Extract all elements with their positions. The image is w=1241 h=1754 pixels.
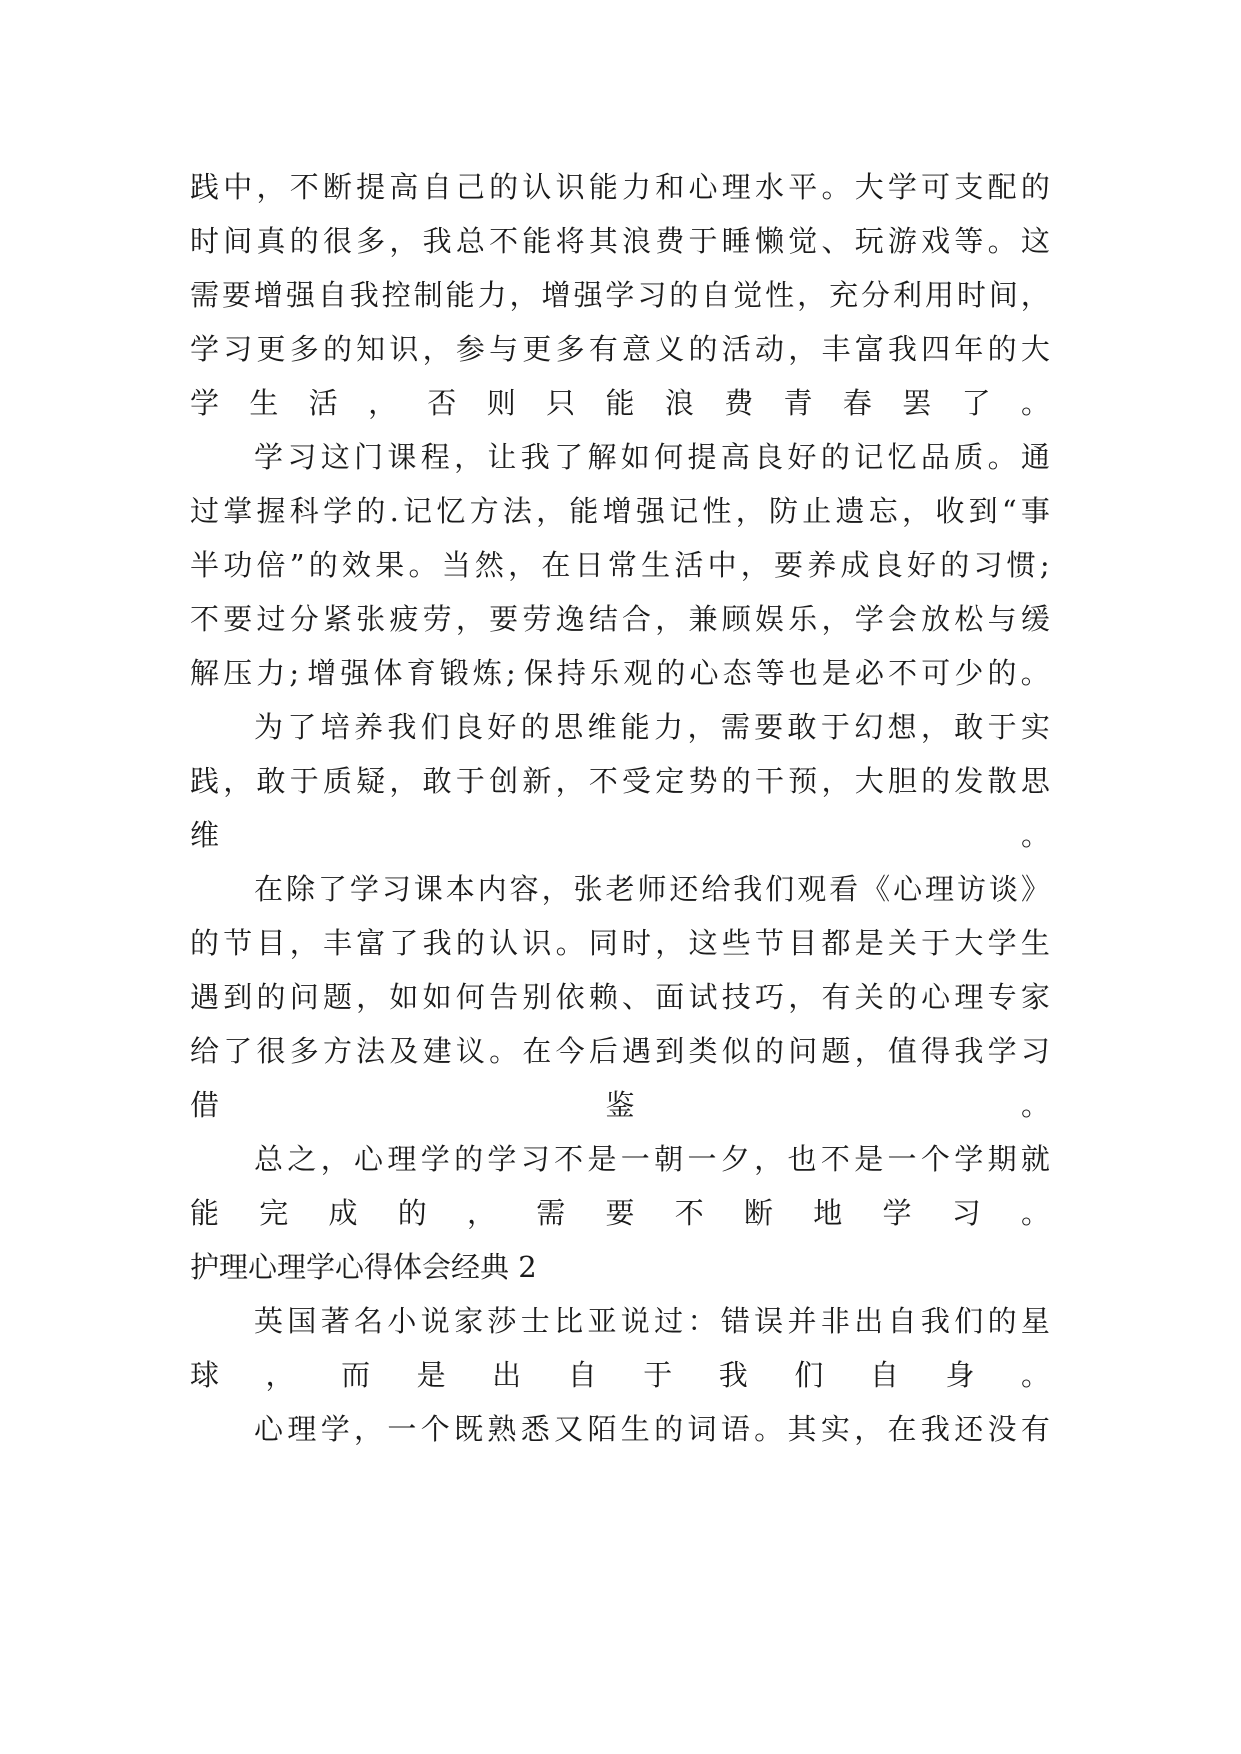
text-line: 心 理 学 ， 一 个 既 熟 悉 又 陌 生 的 词 语 。 其 实 ， 在 我 还 没 有 [254, 1412, 1050, 1446]
text-line: 学 习 更 多 的 知 识 ， 参 与 更 多 有 意 义 的 活 动 ， 丰 富 我 四 年 的 大 [190, 332, 1050, 366]
paragraph-5 [190, 1132, 1050, 1240]
text-line: 维。 [190, 818, 1050, 852]
text-line: 不 要 过 分 紧 张 疲 劳 ， 要 劳 逸 结 合 ， 兼 顾 娱 乐 ， 学 会 放 松 与 缓 [190, 602, 1050, 636]
text-line: 英 国 著 名 小 说 家 莎 士 比 亚 说 过 ： 错 误 并 非 出 自 我 们 的 星 [254, 1304, 1050, 1338]
text-line: 半 功 倍 ” 的 效 果 。 当 然 ， 在 日 常 生 活 中 ， 要 养 成 良 好 的 习 惯 ; [190, 548, 1050, 582]
text-line: 解 压 力 ; 增 强 体 育 锻 炼 ; 保 持 乐 观 的 心 态 等 也 是 必 不 可 少 的 。 [190, 656, 1050, 690]
paragraph-7 [190, 1402, 1050, 1456]
text-line: 在 除 了 学 习 课 本 内 容 ， 张 老 师 还 给 我 们 观 看 《 心 理 访 谈 》 [254, 872, 1050, 906]
text-line: 时 间 真 的 很 多 ， 我 总 不 能 将 其 浪 费 于 睡 懒 觉 、 玩 游 戏 等 。 这 [190, 224, 1050, 258]
document-body [190, 160, 1050, 1456]
text-line: 践 中 ， 不 断 提 高 自 己 的 认 识 能 力 和 心 理 水 平 。 大 学 可 支 配 的 [190, 170, 1050, 204]
paragraph-4 [190, 862, 1050, 1132]
text-line: 为 了 培 养 我 们 良 好 的 思 维 能 力 ， 需 要 敢 于 幻 想 ， 敢 于 实 [254, 710, 1050, 744]
text-line: 球，而是出自于我们自身。 [190, 1358, 1050, 1392]
section-heading: 护理心理学心得体会经典 2 [190, 1250, 537, 1284]
text-line: 践 ， 敢 于 质 疑 ， 敢 于 创 新 ， 不 受 定 势 的 干 预 ， 大 胆 的 发 散 思 [190, 764, 1050, 798]
text-line: 给 了 很 多 方 法 及 建 议 。 在 今 后 遇 到 类 似 的 问 题 ， 值 得 我 学 习 [190, 1034, 1050, 1068]
paragraph-1 [190, 160, 1050, 430]
text-line: 过 掌 握 科 学 的 . 记 忆 方 法 ， 能 增 强 记 性 ， 防 止 遗 忘 ， 收 到 “ 事 [190, 494, 1050, 528]
text-line: 学生活，否则只能浪费青春罢了。 [190, 386, 1050, 420]
text-line: 遇 到 的 问 题 ， 如 如 何 告 别 依 赖 、 面 试 技 巧 ， 有 关 的 心 理 专 家 [190, 980, 1050, 1014]
text-line: 总 之 ， 心 理 学 的 学 习 不 是 一 朝 一 夕 ， 也 不 是 一 个 学 期 就 [254, 1142, 1050, 1176]
text-line: 借鉴。 [190, 1088, 1050, 1122]
text-line: 需 要 增 强 自 我 控 制 能 力 ， 增 强 学 习 的 自 觉 性 ， 充 分 利 用 时 间 ， [190, 278, 1050, 312]
paragraph-6 [190, 1294, 1050, 1402]
text-line: 能完成的，需要不断地学习。 [190, 1196, 1050, 1230]
paragraph-2 [190, 430, 1050, 700]
text-line: 的 节 目 ， 丰 富 了 我 的 认 识 。 同 时 ， 这 些 节 目 都 是 关 于 大 学 生 [190, 926, 1050, 960]
text-line: 学 习 这 门 课 程 ， 让 我 了 解 如 何 提 高 良 好 的 记 忆 品 质 。 通 [254, 440, 1050, 474]
paragraph-3 [190, 700, 1050, 862]
